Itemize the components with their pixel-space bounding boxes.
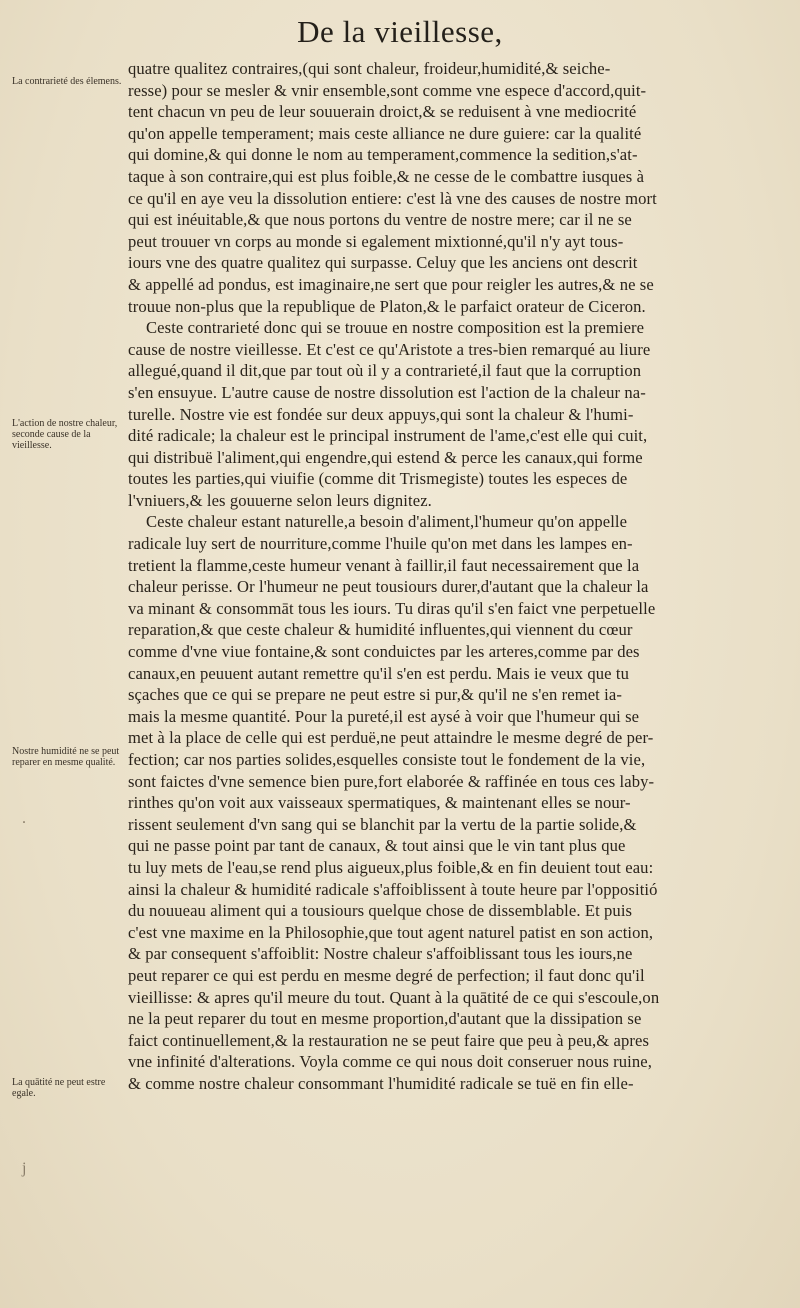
text-line: reparation,& que ceste chaleur & humidité influentes,qui viennent du cœur	[128, 620, 633, 640]
text-line: qui est inéuitable,& que nous portons du ventre de nostre mere; car il ne se	[128, 210, 632, 230]
text-line: rinthes qu'on voit aux vaisseaux spermatiques, & maintenant elles se nour-	[128, 793, 631, 813]
text-line: fection; car nos parties solides,esquelles consiste tout le fondement de la vie,	[128, 750, 646, 769]
text-line: resse) pour se mesler & vnir ensemble,sont comme vne espece d'accord,quit-	[128, 80, 647, 100]
text-line: qui domine,& qui donne le nom au temperament,commence la sedition,s'at-	[128, 145, 638, 165]
text-line: qu'on appelle temperament; mais ceste alliance ne dure guiere: car la qualité	[128, 123, 642, 143]
text-line: canaux,en peuuent autant remettre qu'il s'en est perdu. Mais ie veux que tu	[128, 663, 629, 683]
text-line: ainsi la chaleur & humidité radicale s'affoiblissent à toute heure par l'oppositió	[128, 879, 658, 899]
margin-note-2: L'action de nostre chaleur, seconde cause de la vieillesse.	[12, 418, 118, 451]
text-line: Ceste contrarieté donc qui se trouue en nostre composition est la premiere	[146, 318, 645, 338]
text-line: & par consequent s'affoiblit: Nostre chaleur s'affoiblissant tous les iours,ne	[128, 944, 633, 964]
text-line: met à la place de celle qui est perduë,ne peut attaindre le mesme degré de per-	[128, 728, 654, 748]
text-line: comme d'vne viue fontaine,& sont conduictes par les arteres,comme par des	[128, 642, 640, 662]
text-line: peut trouuer vn corps au monde si egalement mixtionné,qu'il n'y ayt tous-	[128, 231, 624, 251]
text-line: & appellé ad pondus, est imaginaire,ne sert que pour reigler les autres,& ne se	[128, 274, 654, 294]
text-line: s'en ensuyue. L'autre cause de nostre dissolution est l'action de la chaleur na-	[128, 382, 646, 402]
text-line: taque à son contraire,qui est plus foible,& ne cesse de le combattre iusques à	[128, 166, 645, 186]
text-line: ne la peut reparer du tout en mesme proportion,d'autant que la dissipation se	[128, 1009, 642, 1029]
text-line: rissent seulement d'vn sang qui se blanchit par la vertu de la partie solide,&	[128, 814, 637, 834]
text-line: peut reparer ce qui est perdu en mesme degré de perfection; il faut donc qu'il	[128, 965, 645, 985]
margin-note-4: La quātité ne peut estre egale.	[12, 1077, 106, 1099]
text-line: tent chacun vn peu de leur souuerain droict,& se reduisent à vne mediocrité	[128, 102, 637, 122]
text-line: toutes les parties,qui viuifie (comme dit Trismegiste) toutes les especes de	[128, 469, 628, 489]
text-line: qui ne passe point par tant de canaux, & tout ainsi que le vin tant plus que	[128, 836, 626, 856]
text-line: radicale luy sert de nourriture,comme l'huile qu'on met dans les lampes en-	[128, 534, 633, 554]
text-line: turelle. Nostre vie est fondée sur deux appuys,qui sont la chaleur & l'humi-	[128, 404, 634, 424]
margin-mark: .	[22, 810, 26, 827]
text-line: sçaches que ce qui se prepare ne peut estre si pur,& qu'il ne s'en remet ia-	[128, 685, 622, 705]
text-line: faict continuellement,& la restauration ne se peut faire que peu à peu,& apres	[128, 1030, 650, 1050]
margin-note-1: La contrarieté des élemens.	[12, 76, 122, 87]
text-line: quatre qualitez contraires,(qui sont chaleur, froideur,humidité,& seiche-	[128, 59, 611, 78]
text-line: qui distribuë l'aliment,qui engendre,qui estend & perce les canaux,qui forme	[128, 447, 643, 467]
text-line: tu luy mets de l'eau,se rend plus aigueux,plus foible,& en fin deuient tout eau:	[128, 857, 654, 877]
text-line: Ceste chaleur estant naturelle,a besoin d'aliment,l'humeur qu'on appelle	[146, 512, 628, 532]
text-line: c'est vne maxime en la Philosophie,que tout agent naturel patist en son action,	[128, 922, 654, 942]
text-line: & comme nostre chaleur consommant l'humidité radicale se tuë en fin elle-	[128, 1073, 634, 1093]
text-line: du nouueau aliment qui a tousiours quelque chose de dissemblable. Et puis	[128, 901, 633, 921]
text-line: vieillisse: & apres qu'il meure du tout. Quant à la quātité de ce qui s'escoule,on	[128, 987, 660, 1007]
text-line: tretient la flamme,ceste humeur venant à faillir,il faut necessairement que la	[128, 555, 640, 575]
text-line: va minant & consommāt tous les iours. Tu diras qu'il s'en faict vne perpetuelle	[128, 598, 656, 618]
running-head: De la vieillesse,	[297, 14, 503, 49]
text-line: sont faictes d'vne semence bien pure,fort elaborée & raffinée en tous ces laby-	[128, 771, 655, 791]
text-line: mais la mesme quantité. Pour la pureté,il est aysé à voir que l'humeur qui se	[128, 706, 640, 726]
text-line: ce qu'il en aye veu la dissolution entiere: c'est là vne des causes de nostre mort	[128, 188, 657, 208]
text-line: cause de nostre vieillesse. Et c'est ce qu'Aristote a tres-bien remarqué au liure	[128, 339, 651, 359]
margin-mark: j	[22, 1160, 27, 1177]
text-line: dité radicale; la chaleur est le principal instrument de l'ame,c'est elle qui cuit,	[128, 426, 648, 446]
text-line: trouue non-plus que la republique de Platon,& le parfaict orateur de Ciceron.	[128, 296, 646, 316]
text-line: chaleur perisse. Or l'humeur ne peut tousiours durer,d'autant que la chaleur la	[128, 577, 649, 597]
margin-note-3: Nostre humidité ne se peut reparer en mesme qualité.	[12, 746, 120, 768]
text-line: l'vniuers,& les gouuerne selon leurs dignitez.	[128, 490, 432, 510]
text-line: iours vne des quatre qualitez qui surpasse. Celuy que les anciens ont descrit	[128, 253, 638, 273]
text-line: allegué,quand il dit,que par tout où il y a contrarieté,il faut que la corruption	[128, 361, 642, 381]
text-line: vne infinité d'alterations. Voyla comme ce qui nous doit conseruer nous ruine,	[128, 1052, 653, 1072]
main-text	[128, 58, 776, 1095]
